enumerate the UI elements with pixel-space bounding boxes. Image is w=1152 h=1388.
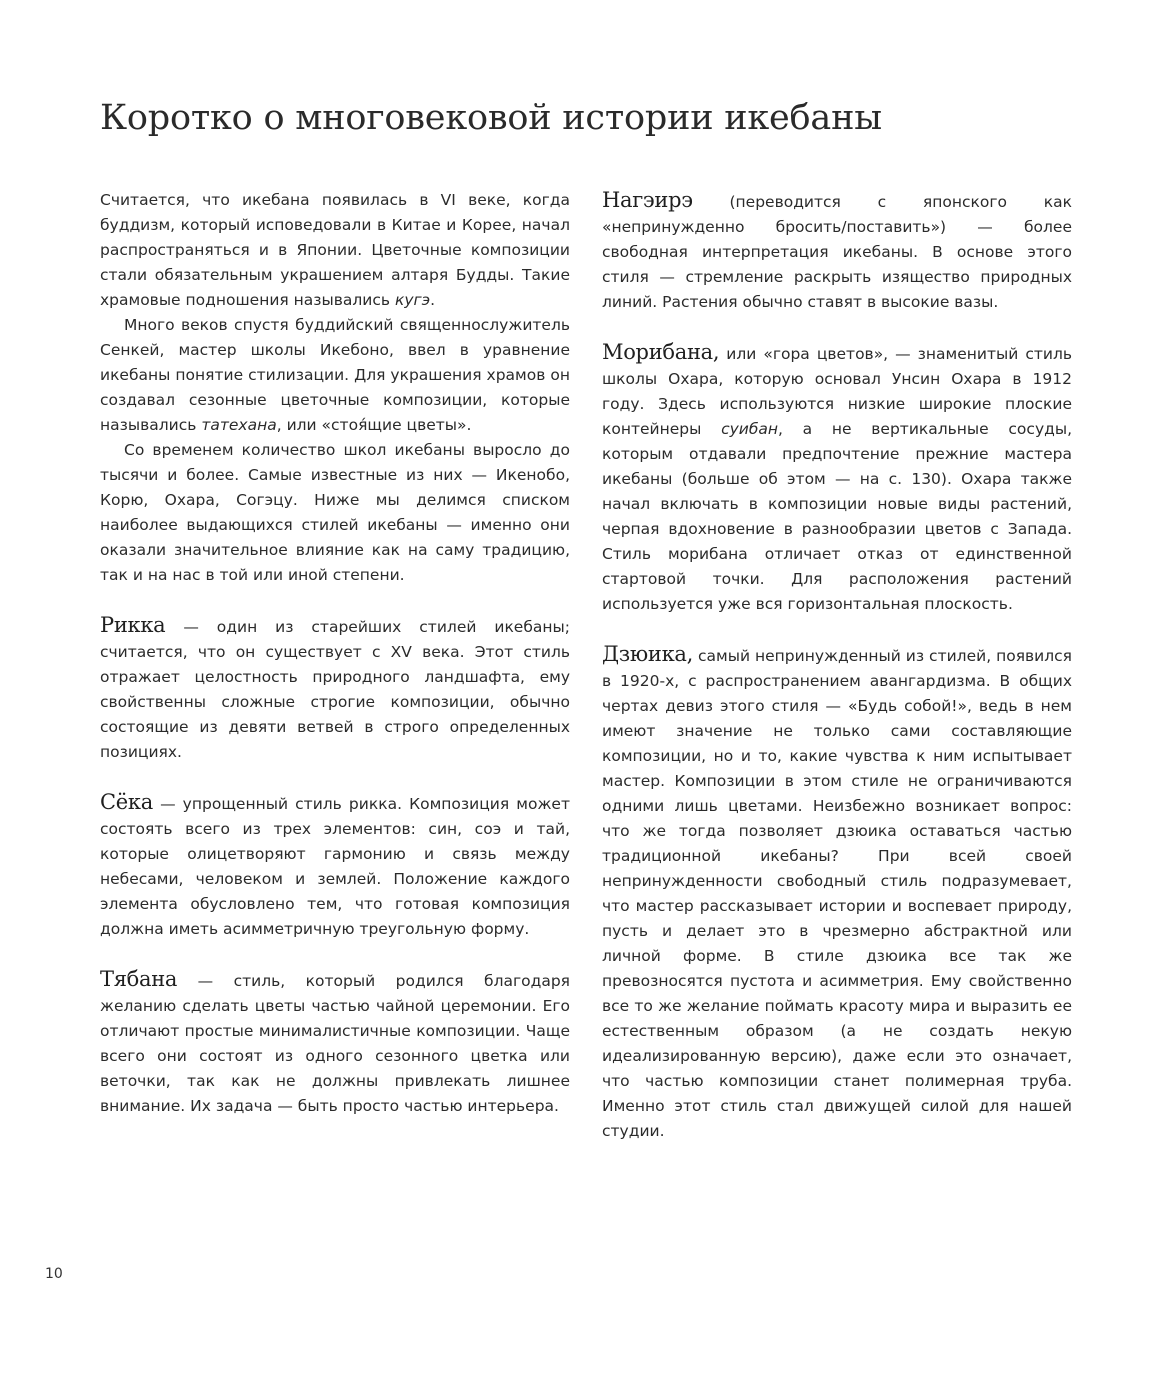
style-seika <box>100 790 570 942</box>
intro-p1-end: . <box>430 291 436 309</box>
style-seika-text: — упрощенный стиль рикка. Композиция может состоять всего из трех элементов: син, соэ и тай, которые олицетворяют гармонию и связь между небесами, человеком и землей. Положение каждого элемента обусловлено тем, что готовая композиция должна иметь асимметричную треугольную форму. <box>100 795 570 938</box>
left-column <box>100 188 570 1119</box>
style-rikka-term: Рикка <box>100 613 166 637</box>
style-moribana <box>602 340 1072 617</box>
page-title: Коротко о многовековой истории икебаны <box>100 98 882 138</box>
page-number: 10 <box>45 1266 63 1282</box>
style-moribana-text-end: , а не вертикальные сосуды, которым отдавали предпочтение прежние мастера икебаны (больше об этом — на с. 130). Охара также начал включать в композиции новые виды растений, черпая вдохновение в разнообразии цветов с Запада. Стиль морибана отличает отказ от единственной стартовой точки. Для расположения растений используется уже вся горизонтальная плоскость. <box>602 420 1072 613</box>
style-nageire-text: (переводится с японского как «непринужденно бросить/поставить») — более свободная интерпретация икебаны. В основе этого стиля — стремление раскрыть изящество природных линий. Растения обычно ставят в высокие вазы. <box>602 193 1072 311</box>
style-moribana-term: Морибана, <box>602 340 720 364</box>
style-nageire-term: Нагэирэ <box>602 188 693 212</box>
style-rikka-text: — один из старейших стилей икебаны; считается, что он существует с XV века. Этот стиль отражает целостность природного ландшафта, ему свойственны сложные строгие композиции, обычно состоящие из девяти ветвей в строго определенных позициях. <box>100 618 570 761</box>
style-jiyuka-term: Дзюика, <box>602 642 694 666</box>
intro-paragraph-1 <box>100 188 570 313</box>
style-seika-term: Сёка <box>100 790 153 814</box>
intro-p2-text: Много веков спустя буддийский священнослужитель Сенкей, мастер школы Икебоно, ввел в уравнение икебаны понятие стилизации. Для украшения храмов он создавал сезонные цветочные композиции, которые назывались <box>100 316 570 434</box>
style-rikka <box>100 613 570 765</box>
style-jiyuka <box>602 642 1072 1144</box>
style-chabana-text: — стиль, который родился благодаря желанию сделать цветы частью чайной церемонии. Его отличают простые минималистичные композиции. Чаще всего они состоят из одного сезонного цветка или веточки, так как не должны привлекать лишнее внимание. Их задача — быть просто частью интерьера. <box>100 972 570 1115</box>
intro-p1-text: Считается, что икебана появилась в VI веке, когда буддизм, который исповедовали в Китае и Корее, начал распространяться и в Японии. Цветочные композиции стали обязательным украшением алтаря Будды. Такие храмовые подношения назывались <box>100 191 570 309</box>
intro-paragraph-3: Со временем количество школ икебаны выросло до тысячи и более. Самые известные из них — Икенобо, Корю, Охара, Согэцу. Ниже мы делимся списком наиболее выдающихся стилей икебаны — именно они оказали значительное влияние как на саму традицию, так и на нас в той или иной степени. <box>100 441 570 584</box>
style-jiyuka-text: самый непринужденный из стилей, появился в 1920-х, с распространением авангардизма. В общих чертах девиз этого стиля — «Будь собой!», ведь в нем имеют значение не только сами составляющие композиции, но и то, какие чувства к ним испытывает мастер. Композиции в этом стиле не ограничиваются одними лишь цветами. Неизбежно возникает вопрос: что же тогда позволяет дзюика оставаться частью традиционной икебаны? При всей своей непринужденности свободный стиль подразумевает, что мастер рассказывает истории и воспевает природу, пусть и делает это в чрезмерно абстрактной или личной форме. В стиле дзюика все так же превозносятся пустота и асимметрия. Ему свойственно все то же желание поймать красоту мира и выразить ее естественным образом (а не создать некую идеализированную версию), даже если это означает, что частью композиции станет полимерная труба. Именно этот стиль стал движущей силой для нашей студии. <box>602 647 1072 1140</box>
right-column <box>602 188 1072 1144</box>
intro-p2-end: , или «стоя́щие цветы». <box>276 416 472 434</box>
style-chabana-term: Тябана <box>100 967 178 991</box>
term-kuge: кугэ <box>394 291 431 309</box>
intro-paragraph-2 <box>100 313 570 438</box>
style-moribana-text: или «гора цветов», — знаменитый стиль школы Охара, которую основал Унсин Охара в 1912 году. Здесь используются низкие широкие плоские контейнеры <box>602 345 1072 438</box>
style-chabana <box>100 967 570 1119</box>
term-tatehana: татехана <box>201 416 277 434</box>
style-nageire <box>602 188 1072 315</box>
term-suiban: суибан <box>721 420 779 438</box>
